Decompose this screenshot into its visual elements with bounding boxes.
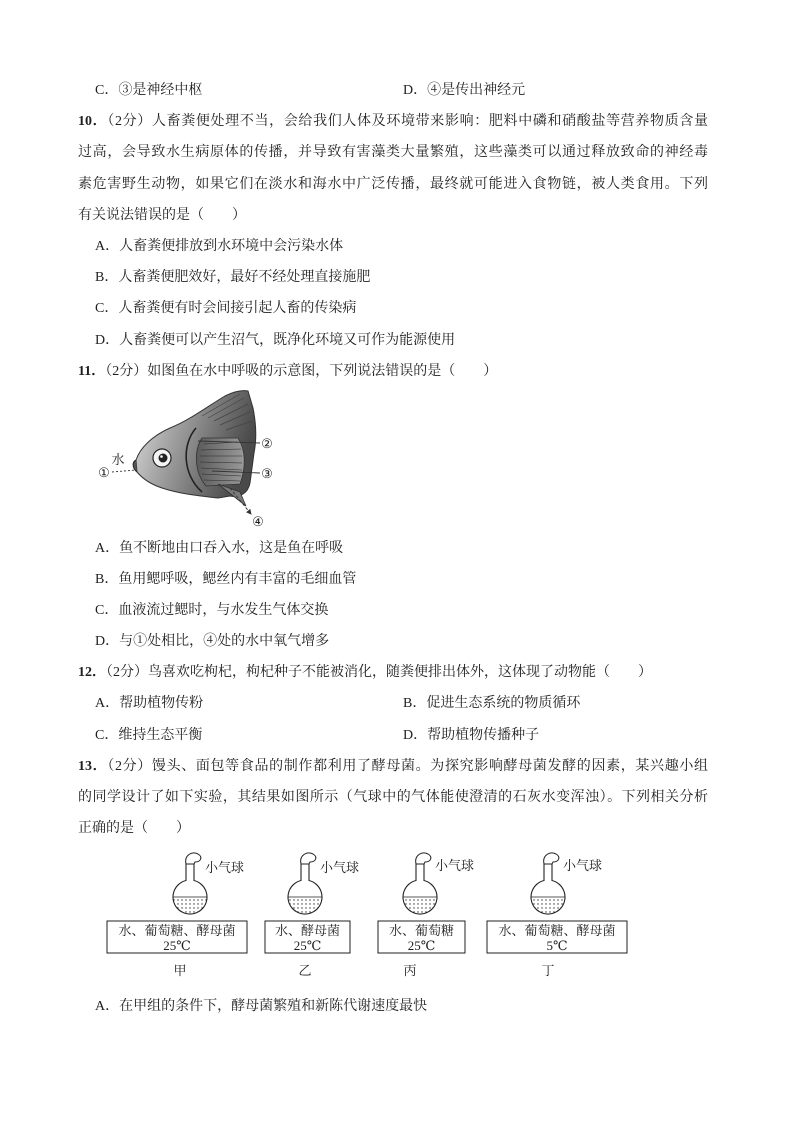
balloon-label: 小气球 bbox=[435, 858, 475, 873]
liquid bbox=[531, 897, 565, 914]
balloon bbox=[544, 853, 559, 864]
temperature-bing: 25℃ bbox=[407, 938, 436, 953]
liquid bbox=[173, 897, 207, 914]
flask-jia bbox=[173, 853, 207, 914]
group-name-jia: 甲 bbox=[173, 963, 187, 978]
yeast-experiment-diagram bbox=[100, 850, 640, 985]
q10-stem-line-3: 素危害野生动物，如果它们在淡水和海水中广泛传播，最终就可能进入食物链，被人类食用。下列 bbox=[78, 176, 708, 192]
q11-option-a: A．鱼不断地由口吞入水，这是鱼在呼吸 bbox=[95, 540, 344, 556]
label-1: ① bbox=[98, 465, 110, 480]
liquid bbox=[403, 897, 437, 914]
text-block-b bbox=[78, 533, 708, 845]
temperature-ding: 5℃ bbox=[546, 938, 568, 953]
q10-stem-line-2: 过高，会导致水生病原体的传播，并导致有害藻类大量繁殖，这些藻类可以通过释放致命的神经毒 bbox=[78, 145, 708, 161]
flask-yi bbox=[288, 853, 322, 914]
balloon-label: 小气球 bbox=[205, 860, 245, 875]
q10-option-c: C．人畜粪便有时会间接引起人畜的传染病 bbox=[95, 301, 357, 317]
q10-stem-line-4: 有关说法错误的是（ ） bbox=[78, 207, 246, 223]
q13-stem-line-3: 正确的是（ ） bbox=[78, 821, 190, 837]
text-block-c bbox=[78, 991, 708, 1022]
q11-number: 11． bbox=[78, 363, 106, 379]
q10-option-b: B．人畜粪便肥效好，最好不经处理直接施肥 bbox=[95, 270, 371, 286]
label-2: ② bbox=[261, 436, 273, 451]
balloon-label: 小气球 bbox=[563, 858, 603, 873]
balloon bbox=[301, 853, 316, 864]
liquid bbox=[288, 897, 322, 914]
q13-stem-line-1 bbox=[78, 751, 708, 782]
q11-stem bbox=[78, 356, 708, 387]
q9-option-c: C．③是神经中枢 bbox=[95, 83, 203, 98]
q10-number: 10． bbox=[78, 114, 108, 130]
q11-option-b: B．鱼用鳃呼吸，鳃丝内有丰富的毛细血管 bbox=[95, 571, 357, 587]
fish-head bbox=[133, 391, 256, 506]
q10-stem-line-1 bbox=[78, 106, 708, 137]
q9-option-d: D．④是传出神经元 bbox=[403, 83, 526, 98]
q13-stem-text-1: （2分）馒头、面包等食品的制作都利用了酵母菌。为探究影响酵母菌发酵的因素，某兴趣小组 bbox=[107, 758, 708, 774]
q10-stem-text-1: （2分）人畜粪便处理不当，会给我们人体及环境带来影响：肥料中磷和硝酸盐等营养物质含量 bbox=[107, 114, 708, 130]
q12-options-row-2 bbox=[78, 720, 708, 751]
contents-ding: 水、葡萄糖、酵母菌 bbox=[498, 923, 616, 938]
fish-pupil bbox=[159, 454, 168, 463]
temperature-jia: 25℃ bbox=[163, 938, 191, 953]
flask-ding bbox=[531, 853, 565, 914]
fish-respiration-diagram bbox=[90, 388, 280, 538]
q13-stem-line-2: 的同学设计了如下实验，其结果如图所示（气球中的气体能使澄清的石灰水变浑浊）。下列相关分析 bbox=[78, 790, 708, 805]
q12-number: 12． bbox=[78, 665, 106, 681]
q12-stem-text: （2分）鸟喜欢吃枸杞，枸杞种子不能被消化，随粪便排出体外，这体现了动物能（ ） bbox=[106, 665, 652, 681]
q12-option-a: A．帮助植物传粉 bbox=[95, 696, 204, 712]
q11-stem-text: （2分）如图鱼在水中呼吸的示意图，下列说法错误的是（ ） bbox=[105, 363, 498, 379]
group-name-yi: 乙 bbox=[298, 963, 312, 978]
group-name-bing: 丙 bbox=[403, 963, 417, 978]
q13-option-a: A．在甲组的条件下，酵母菌繁殖和新陈代谢速度最快 bbox=[95, 998, 428, 1014]
q13-number: 13． bbox=[78, 758, 108, 774]
q12-options-row-1 bbox=[78, 688, 708, 719]
balloon-label: 小气球 bbox=[320, 860, 360, 875]
contents-jia: 水、葡萄糖、酵母菌 bbox=[118, 923, 236, 938]
q12-option-c: C．维持生态平衡 bbox=[95, 727, 203, 743]
flask-bing bbox=[403, 853, 437, 914]
balloon bbox=[186, 853, 201, 864]
q10-option-a: A．人畜粪便排放到水环境中会污染水体 bbox=[95, 238, 344, 254]
label-water: 水 bbox=[111, 452, 125, 467]
group-name-ding: 丁 bbox=[541, 963, 555, 978]
q12-stem bbox=[78, 657, 708, 688]
q12-option-d: D．帮助植物传播种子 bbox=[403, 727, 540, 743]
q12-option-b: B．促进生态系统的物质循环 bbox=[403, 696, 581, 712]
q11-option-d: D．与①处相比，④处的水中氧气增多 bbox=[95, 634, 330, 650]
q11-option-c: C．血液流过鳃时，与水发生气体交换 bbox=[95, 602, 329, 618]
label-4: ④ bbox=[252, 514, 264, 529]
balloon bbox=[416, 853, 431, 864]
q10-option-d: D．人畜粪便可以产生沼气，既净化环境又可作为能源使用 bbox=[95, 332, 456, 348]
label-3: ③ bbox=[261, 466, 273, 481]
temperature-yi: 25℃ bbox=[293, 938, 322, 953]
contents-yi: 水、酵母菌 bbox=[274, 923, 341, 938]
contents-bing: 水、葡萄糖 bbox=[388, 923, 455, 938]
text-block-a bbox=[78, 75, 708, 387]
q9-options-row bbox=[78, 75, 708, 106]
